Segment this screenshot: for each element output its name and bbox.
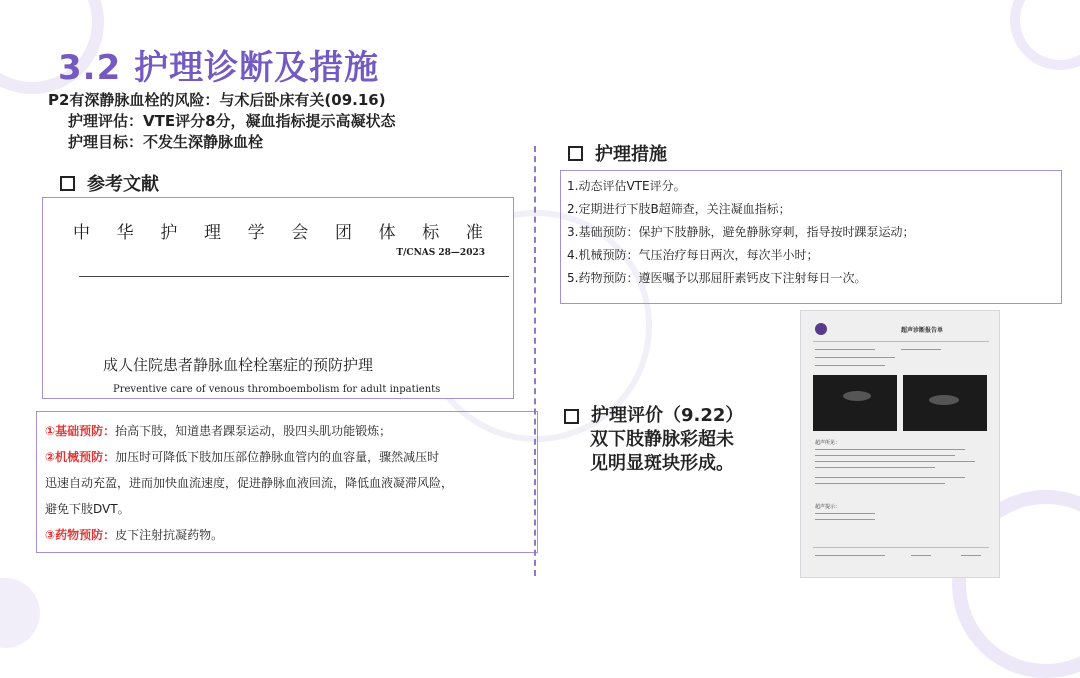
evaluation-heading: 护理评价（9.22） bbox=[591, 405, 744, 426]
report-text-line bbox=[815, 477, 965, 478]
decor-circle-top-right bbox=[1010, 0, 1080, 70]
report-rule bbox=[813, 341, 989, 342]
prevention-drug-label: ③药物预防： bbox=[45, 528, 116, 542]
report-field-line bbox=[815, 365, 885, 366]
report-findings-label: 超声所见： bbox=[815, 440, 841, 446]
prevention-mechanical-text-2: 迅速自动充盈，进而加快血流速度，促进静脉血液回流，降低血液凝滞风险， bbox=[45, 476, 454, 490]
hospital-logo-icon bbox=[815, 323, 827, 335]
measure-item: 2.定期进行下肢B超筛查，关注凝血指标； bbox=[567, 202, 791, 216]
report-field-line bbox=[815, 349, 875, 350]
doc-code: T/CNAS 28—2023 bbox=[396, 248, 485, 258]
report-footer-line bbox=[815, 555, 885, 556]
report-rule bbox=[813, 547, 989, 548]
prevention-mechanical bbox=[45, 444, 529, 470]
report-text-line bbox=[815, 455, 955, 456]
diagnosis-assessment: 护理评估：VTE评分8分，凝血指标提示高凝状态 bbox=[68, 112, 396, 130]
report-text-line bbox=[815, 513, 875, 514]
measure-item: 1.动态评估VTE评分。 bbox=[567, 179, 686, 193]
slide-title: 3.2 护理诊断及措施 bbox=[58, 48, 380, 88]
checkbox-square-icon bbox=[568, 146, 583, 161]
evaluation-line-2: 双下肢静脉彩超未 bbox=[590, 429, 734, 450]
doc-header-char: 华 bbox=[116, 223, 134, 243]
doc-title: 成人住院患者静脉血栓栓塞症的预防护理 bbox=[103, 356, 374, 374]
doc-divider bbox=[79, 276, 509, 277]
ultrasound-image-left bbox=[813, 375, 897, 431]
diagnosis-block bbox=[48, 90, 396, 153]
evaluation-block bbox=[564, 404, 743, 476]
references-heading bbox=[60, 170, 159, 196]
report-text-line bbox=[815, 467, 935, 468]
diagnosis-goal: 护理目标：不发生深静脉血栓 bbox=[68, 133, 264, 151]
report-field-line bbox=[901, 349, 941, 350]
diagnosis-problem: P2有深静脉血栓的风险：与术后卧床有关(09.16) bbox=[48, 91, 386, 109]
references-heading-label: 参考文献 bbox=[87, 174, 159, 195]
doc-header-char: 准 bbox=[465, 223, 483, 243]
report-text-line bbox=[815, 461, 975, 462]
prevention-basic-label: ①基础预防： bbox=[45, 424, 116, 438]
measures-heading bbox=[568, 140, 667, 166]
measure-item: 3.基础预防：保护下肢静脉，避免静脉穿刺，指导按时踝泵运动； bbox=[567, 225, 915, 239]
doc-header-char: 体 bbox=[378, 223, 396, 243]
prevention-mechanical-text-3: 避免下肢DVT。 bbox=[45, 502, 130, 516]
doc-header bbox=[73, 218, 483, 243]
report-conclusion-label: 超声提示： bbox=[815, 504, 841, 510]
measure-item: 5.药物预防：遵医嘱予以那屈肝素钙皮下注射每日一次。 bbox=[567, 271, 867, 285]
doc-header-char: 会 bbox=[291, 223, 309, 243]
report-field-line bbox=[815, 357, 895, 358]
prevention-mechanical-label: ②机械预防： bbox=[45, 450, 116, 464]
report-text-line bbox=[815, 483, 945, 484]
doc-header-char: 理 bbox=[203, 223, 221, 243]
prevention-drug bbox=[45, 522, 529, 548]
prevention-mechanical-text-1: 加压时可降低下肢加压部位静脉血管内的血容量，骤然减压时 bbox=[115, 450, 440, 464]
measure-item: 4.机械预防：气压治疗每日两次，每次半小时； bbox=[567, 248, 819, 262]
measures-box bbox=[560, 170, 1062, 304]
prevention-basic bbox=[45, 418, 529, 444]
checkbox-square-icon bbox=[564, 409, 579, 424]
checkbox-square-icon bbox=[60, 176, 75, 191]
report-signature-line bbox=[961, 555, 981, 556]
prevention-drug-text: 皮下注射抗凝药物。 bbox=[115, 528, 224, 542]
doc-header-char: 标 bbox=[422, 223, 440, 243]
report-title: 超声诊断报告单 bbox=[901, 327, 944, 334]
reference-document-image bbox=[42, 197, 514, 399]
column-divider bbox=[534, 146, 536, 576]
doc-header-char: 团 bbox=[334, 223, 352, 243]
report-text-line bbox=[815, 519, 875, 520]
prevention-box bbox=[36, 411, 538, 553]
prevention-basic-text: 抬高下肢，知道患者踝泵运动，股四头肌功能锻炼； bbox=[115, 424, 392, 438]
report-text-line bbox=[815, 449, 965, 450]
ultrasound-image-right bbox=[903, 375, 987, 431]
doc-title-en: Preventive care of venous thromboembolism for adult inpatients bbox=[113, 384, 441, 395]
measures-heading-label: 护理措施 bbox=[595, 144, 667, 165]
report-signature-line bbox=[911, 555, 931, 556]
ultrasound-report-photo bbox=[800, 310, 1000, 578]
decor-circle-bottom-left bbox=[0, 578, 40, 648]
evaluation-line-3: 见明显斑块形成。 bbox=[590, 453, 734, 474]
doc-header-char: 中 bbox=[73, 223, 90, 243]
doc-header-char: 护 bbox=[160, 223, 178, 243]
doc-header-char: 学 bbox=[247, 223, 265, 243]
